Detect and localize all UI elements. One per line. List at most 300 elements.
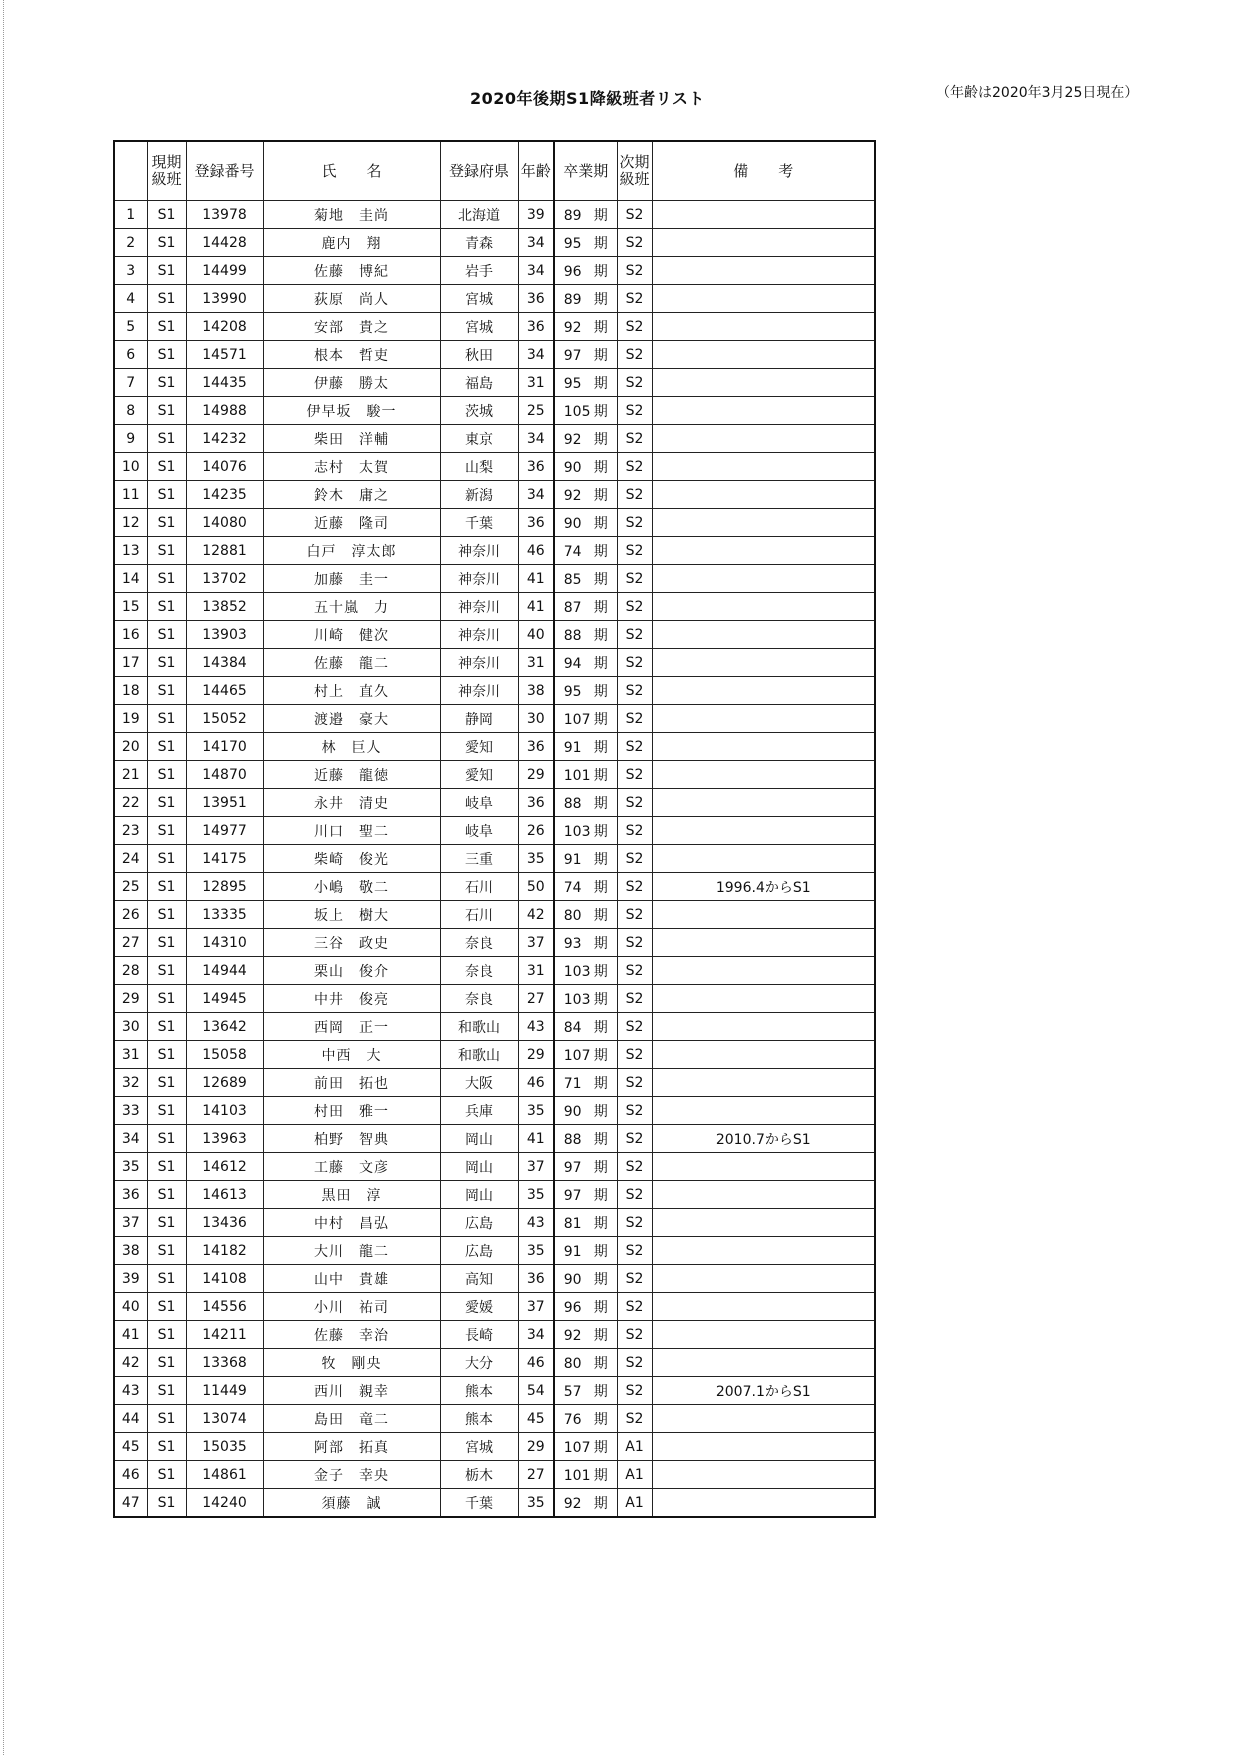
racer-name-cell: 白戸 淳太郎 — [263, 537, 440, 565]
graduation-term-unit: 期 — [593, 1467, 608, 1484]
current-class-cell: S1 — [147, 201, 186, 229]
racer-name-cell: 坂上 樹大 — [263, 901, 440, 929]
prefecture-cell: 広島 — [440, 1209, 518, 1237]
next-class-cell: S2 — [617, 649, 652, 677]
age-cell: 54 — [518, 1377, 554, 1405]
next-class-cell: S2 — [617, 929, 652, 957]
graduation-term-number: 94 — [563, 655, 582, 672]
prefecture-cell: 神奈川 — [440, 677, 518, 705]
graduation-term-cell — [554, 565, 617, 593]
remarks-cell — [652, 621, 875, 649]
current-class-cell: S1 — [147, 1125, 186, 1153]
graduation-term-cell — [554, 901, 617, 929]
row-number-cell: 36 — [114, 1181, 147, 1209]
graduation-term-unit: 期 — [593, 655, 608, 672]
prefecture-cell: 東京 — [440, 425, 518, 453]
registration-number-cell: 14612 — [186, 1153, 263, 1181]
registration-number-cell: 13951 — [186, 789, 263, 817]
graduation-term-cell — [554, 1041, 617, 1069]
row-number-cell: 32 — [114, 1069, 147, 1097]
graduation-term-unit: 期 — [593, 627, 608, 644]
racer-name-cell: 金子 幸央 — [263, 1461, 440, 1489]
remarks-cell — [652, 1097, 875, 1125]
current-class-cell: S1 — [147, 229, 186, 257]
table-row — [114, 845, 875, 873]
prefecture-cell: 神奈川 — [440, 649, 518, 677]
table-row — [114, 1489, 875, 1518]
graduation-term-cell — [554, 957, 617, 985]
graduation-term-unit: 期 — [593, 823, 608, 840]
remarks-cell — [652, 1265, 875, 1293]
row-number-cell: 43 — [114, 1377, 147, 1405]
prefecture-cell: 岩手 — [440, 257, 518, 285]
graduation-term-cell — [554, 537, 617, 565]
registration-number-cell: 14499 — [186, 257, 263, 285]
graduation-term-number: 97 — [563, 1187, 582, 1204]
row-number-cell: 40 — [114, 1293, 147, 1321]
current-class-cell: S1 — [147, 1293, 186, 1321]
current-class-cell: S1 — [147, 313, 186, 341]
remarks-cell: 2007.1からS1 — [652, 1377, 875, 1405]
current-class-cell: S1 — [147, 1377, 186, 1405]
remarks-cell — [652, 1041, 875, 1069]
racer-name-cell: 鈴木 庸之 — [263, 481, 440, 509]
graduation-term-cell — [554, 1237, 617, 1265]
registration-number-cell: 13963 — [186, 1125, 263, 1153]
racer-name-cell: 渡邉 豪大 — [263, 705, 440, 733]
graduation-term-cell — [554, 929, 617, 957]
graduation-term-number: 80 — [563, 907, 582, 924]
prefecture-cell: 奈良 — [440, 957, 518, 985]
graduation-term-number: 84 — [563, 1019, 582, 1036]
next-class-cell: S2 — [617, 453, 652, 481]
racer-name-cell: 小嶋 敬二 — [263, 873, 440, 901]
prefecture-cell: 宮城 — [440, 313, 518, 341]
header-name: 氏 名 — [263, 141, 440, 201]
next-class-cell: S2 — [617, 1041, 652, 1069]
next-class-cell: S2 — [617, 1125, 652, 1153]
prefecture-cell: 岐阜 — [440, 817, 518, 845]
next-class-cell: S2 — [617, 621, 652, 649]
table-row — [114, 257, 875, 285]
graduation-term-cell — [554, 229, 617, 257]
racer-name-cell: 佐藤 博紀 — [263, 257, 440, 285]
graduation-term-number: 87 — [563, 599, 582, 616]
registration-number-cell: 14240 — [186, 1489, 263, 1518]
registration-number-cell: 14944 — [186, 957, 263, 985]
next-class-cell: S2 — [617, 1069, 652, 1097]
prefecture-cell: 宮城 — [440, 285, 518, 313]
registration-number-cell: 13978 — [186, 201, 263, 229]
racer-name-cell: 林 巨人 — [263, 733, 440, 761]
prefecture-cell: 奈良 — [440, 929, 518, 957]
prefecture-cell: 広島 — [440, 1237, 518, 1265]
graduation-term-cell — [554, 1153, 617, 1181]
graduation-term-number: 92 — [563, 1327, 582, 1344]
row-number-cell: 25 — [114, 873, 147, 901]
graduation-term-cell — [554, 1293, 617, 1321]
current-class-cell: S1 — [147, 425, 186, 453]
prefecture-cell: 静岡 — [440, 705, 518, 733]
prefecture-cell: 奈良 — [440, 985, 518, 1013]
remarks-cell — [652, 565, 875, 593]
prefecture-cell: 高知 — [440, 1265, 518, 1293]
registration-number-cell: 14208 — [186, 313, 263, 341]
remarks-cell — [652, 1069, 875, 1097]
graduation-term-cell — [554, 1097, 617, 1125]
registration-number-cell: 14613 — [186, 1181, 263, 1209]
racer-name-cell: 村田 雅一 — [263, 1097, 440, 1125]
remarks-cell — [652, 509, 875, 537]
registration-number-cell: 14310 — [186, 929, 263, 957]
graduation-term-number: 90 — [563, 1103, 582, 1120]
graduation-term-number: 97 — [563, 1159, 582, 1176]
table-row — [114, 1125, 875, 1153]
current-class-cell: S1 — [147, 1405, 186, 1433]
registration-number-cell: 15035 — [186, 1433, 263, 1461]
racer-name-cell: 鹿内 翔 — [263, 229, 440, 257]
current-class-cell: S1 — [147, 789, 186, 817]
graduation-term-unit: 期 — [593, 879, 608, 896]
registration-number-cell: 13335 — [186, 901, 263, 929]
graduation-term-cell — [554, 509, 617, 537]
prefecture-cell: 福島 — [440, 369, 518, 397]
graduation-term-unit: 期 — [593, 1439, 608, 1456]
next-class-cell: S2 — [617, 817, 652, 845]
graduation-term-unit: 期 — [593, 1299, 608, 1316]
header-current-class-line2: 級班 — [151, 170, 182, 188]
age-cell: 46 — [518, 1069, 554, 1097]
row-number-cell: 9 — [114, 425, 147, 453]
graduation-term-cell — [554, 621, 617, 649]
table-row — [114, 929, 875, 957]
graduation-term-unit: 期 — [593, 347, 608, 364]
graduation-term-number: 101 — [563, 767, 591, 784]
age-cell: 27 — [518, 985, 554, 1013]
next-class-cell: S2 — [617, 1181, 652, 1209]
current-class-cell: S1 — [147, 1321, 186, 1349]
registration-number-cell: 14235 — [186, 481, 263, 509]
registration-number-cell: 14182 — [186, 1237, 263, 1265]
racer-name-cell: 安部 貴之 — [263, 313, 440, 341]
prefecture-cell: 兵庫 — [440, 1097, 518, 1125]
graduation-term-unit: 期 — [593, 991, 608, 1008]
prefecture-cell: 長崎 — [440, 1321, 518, 1349]
graduation-term-number: 74 — [563, 879, 582, 896]
current-class-cell: S1 — [147, 1069, 186, 1097]
prefecture-cell: 秋田 — [440, 341, 518, 369]
graduation-term-number: 103 — [563, 963, 591, 980]
age-cell: 36 — [518, 789, 554, 817]
graduation-term-number: 107 — [563, 711, 591, 728]
table-row — [114, 621, 875, 649]
graduation-term-cell — [554, 705, 617, 733]
racer-name-cell: 黒田 淳 — [263, 1181, 440, 1209]
next-class-cell: S2 — [617, 593, 652, 621]
graduation-term-cell — [554, 985, 617, 1013]
age-cell: 43 — [518, 1209, 554, 1237]
graduation-term-unit: 期 — [593, 1187, 608, 1204]
racer-name-cell: 佐藤 幸治 — [263, 1321, 440, 1349]
age-cell: 31 — [518, 649, 554, 677]
remarks-cell — [652, 1489, 875, 1518]
row-number-cell: 44 — [114, 1405, 147, 1433]
current-class-cell: S1 — [147, 285, 186, 313]
graduation-term-number: 91 — [563, 739, 582, 756]
graduation-term-cell — [554, 1069, 617, 1097]
graduation-term-unit: 期 — [593, 1243, 608, 1260]
age-cell: 38 — [518, 677, 554, 705]
current-class-cell: S1 — [147, 1181, 186, 1209]
next-class-cell: S2 — [617, 677, 652, 705]
racer-name-cell: 中村 昌弘 — [263, 1209, 440, 1237]
registration-number-cell: 14556 — [186, 1293, 263, 1321]
current-class-cell: S1 — [147, 845, 186, 873]
next-class-cell: S2 — [617, 397, 652, 425]
prefecture-cell: 北海道 — [440, 201, 518, 229]
graduation-term-cell — [554, 453, 617, 481]
prefecture-cell: 大阪 — [440, 1069, 518, 1097]
table-row — [114, 1265, 875, 1293]
registration-number-cell: 12881 — [186, 537, 263, 565]
age-cell: 36 — [518, 285, 554, 313]
graduation-term-cell — [554, 1125, 617, 1153]
racer-name-cell: 川口 聖二 — [263, 817, 440, 845]
table-row — [114, 229, 875, 257]
racer-name-cell: 村上 直久 — [263, 677, 440, 705]
graduation-term-unit: 期 — [593, 515, 608, 532]
current-class-cell: S1 — [147, 397, 186, 425]
prefecture-cell: 岡山 — [440, 1181, 518, 1209]
current-class-cell: S1 — [147, 957, 186, 985]
graduation-term-cell — [554, 341, 617, 369]
age-cell: 35 — [518, 1097, 554, 1125]
graduation-term-number: 92 — [563, 487, 582, 504]
row-number-cell: 37 — [114, 1209, 147, 1237]
table-row — [114, 481, 875, 509]
remarks-cell — [652, 593, 875, 621]
racer-name-cell: 根本 哲吏 — [263, 341, 440, 369]
next-class-cell: S2 — [617, 845, 652, 873]
remarks-cell — [652, 1153, 875, 1181]
relegation-roster-table — [113, 140, 876, 1518]
header-graduation-term: 卒業期 — [554, 141, 617, 201]
remarks-cell — [652, 1209, 875, 1237]
remarks-cell — [652, 397, 875, 425]
graduation-term-unit: 期 — [593, 1327, 608, 1344]
table-row — [114, 705, 875, 733]
header-next-class — [617, 141, 652, 201]
row-number-cell: 47 — [114, 1489, 147, 1518]
remarks-cell — [652, 901, 875, 929]
prefecture-cell: 新潟 — [440, 481, 518, 509]
prefecture-cell: 神奈川 — [440, 621, 518, 649]
graduation-term-unit: 期 — [593, 207, 608, 224]
prefecture-cell: 神奈川 — [440, 565, 518, 593]
prefecture-cell: 和歌山 — [440, 1041, 518, 1069]
graduation-term-number: 88 — [563, 795, 582, 812]
table-row — [114, 341, 875, 369]
racer-name-cell: 伊早坂 駿一 — [263, 397, 440, 425]
graduation-term-number: 81 — [563, 1215, 582, 1232]
age-cell: 27 — [518, 1461, 554, 1489]
registration-number-cell: 14977 — [186, 817, 263, 845]
graduation-term-cell — [554, 593, 617, 621]
table-row — [114, 537, 875, 565]
graduation-term-cell — [554, 369, 617, 397]
racer-name-cell: 西岡 正一 — [263, 1013, 440, 1041]
graduation-term-unit: 期 — [593, 1019, 608, 1036]
registration-number-cell: 13852 — [186, 593, 263, 621]
table-row — [114, 957, 875, 985]
graduation-term-number: 95 — [563, 683, 582, 700]
remarks-cell — [652, 705, 875, 733]
age-cell: 29 — [518, 761, 554, 789]
graduation-term-unit: 期 — [593, 571, 608, 588]
table-row — [114, 1181, 875, 1209]
next-class-cell: S2 — [617, 1013, 652, 1041]
table-row — [114, 789, 875, 817]
current-class-cell: S1 — [147, 929, 186, 957]
current-class-cell: S1 — [147, 369, 186, 397]
age-cell: 36 — [518, 733, 554, 761]
row-number-cell: 39 — [114, 1265, 147, 1293]
racer-name-cell: 大川 龍二 — [263, 1237, 440, 1265]
racer-name-cell: 山中 貴雄 — [263, 1265, 440, 1293]
graduation-term-unit: 期 — [593, 375, 608, 392]
next-class-cell: S2 — [617, 873, 652, 901]
next-class-cell: S2 — [617, 705, 652, 733]
registration-number-cell: 12895 — [186, 873, 263, 901]
table-row — [114, 1209, 875, 1237]
remarks-cell — [652, 1405, 875, 1433]
registration-number-cell: 14076 — [186, 453, 263, 481]
current-class-cell: S1 — [147, 481, 186, 509]
graduation-term-cell — [554, 313, 617, 341]
age-cell: 34 — [518, 229, 554, 257]
row-number-cell: 42 — [114, 1349, 147, 1377]
prefecture-cell: 愛知 — [440, 733, 518, 761]
prefecture-cell: 熊本 — [440, 1377, 518, 1405]
graduation-term-number: 93 — [563, 935, 582, 952]
remarks-cell — [652, 425, 875, 453]
next-class-cell: S2 — [617, 1209, 652, 1237]
racer-name-cell: 菊地 圭尚 — [263, 201, 440, 229]
current-class-cell: S1 — [147, 1461, 186, 1489]
table-row — [114, 873, 875, 901]
next-class-cell: S2 — [617, 761, 652, 789]
next-class-cell: S2 — [617, 789, 652, 817]
age-cell: 35 — [518, 1237, 554, 1265]
graduation-term-number: 90 — [563, 1271, 582, 1288]
racer-name-cell: 中西 大 — [263, 1041, 440, 1069]
next-class-cell: S2 — [617, 1097, 652, 1125]
graduation-term-unit: 期 — [593, 291, 608, 308]
registration-number-cell: 14211 — [186, 1321, 263, 1349]
graduation-term-number: 105 — [563, 403, 591, 420]
graduation-term-unit: 期 — [593, 767, 608, 784]
graduation-term-unit: 期 — [593, 1159, 608, 1176]
table-row — [114, 425, 875, 453]
row-number-cell: 19 — [114, 705, 147, 733]
next-class-cell: S2 — [617, 313, 652, 341]
current-class-cell: S1 — [147, 565, 186, 593]
table-row — [114, 1013, 875, 1041]
registration-number-cell: 14232 — [186, 425, 263, 453]
remarks-cell: 1996.4からS1 — [652, 873, 875, 901]
next-class-cell: S2 — [617, 1237, 652, 1265]
age-cell: 25 — [518, 397, 554, 425]
registration-number-cell: 14988 — [186, 397, 263, 425]
registration-number-cell: 14108 — [186, 1265, 263, 1293]
prefecture-cell: 和歌山 — [440, 1013, 518, 1041]
graduation-term-cell — [554, 1377, 617, 1405]
remarks-cell — [652, 1237, 875, 1265]
next-class-cell: S2 — [617, 1377, 652, 1405]
age-cell: 41 — [518, 565, 554, 593]
graduation-term-unit: 期 — [593, 459, 608, 476]
header-current-class — [147, 141, 186, 201]
graduation-term-cell — [554, 1181, 617, 1209]
table-row — [114, 369, 875, 397]
graduation-term-number: 85 — [563, 571, 582, 588]
graduation-term-cell — [554, 873, 617, 901]
age-cell: 31 — [518, 957, 554, 985]
prefecture-cell: 愛媛 — [440, 1293, 518, 1321]
graduation-term-unit: 期 — [593, 851, 608, 868]
table-row — [114, 1237, 875, 1265]
graduation-term-number: 71 — [563, 1075, 582, 1092]
row-number-cell: 28 — [114, 957, 147, 985]
remarks-cell — [652, 845, 875, 873]
remarks-cell — [652, 1013, 875, 1041]
graduation-term-cell — [554, 1349, 617, 1377]
graduation-term-cell — [554, 649, 617, 677]
table-row — [114, 761, 875, 789]
graduation-term-cell — [554, 1265, 617, 1293]
registration-number-cell: 14435 — [186, 369, 263, 397]
table-row — [114, 733, 875, 761]
remarks-cell — [652, 985, 875, 1013]
prefecture-cell: 栃木 — [440, 1461, 518, 1489]
remarks-cell — [652, 481, 875, 509]
graduation-term-unit: 期 — [593, 543, 608, 560]
remarks-cell — [652, 201, 875, 229]
remarks-cell: 2010.7からS1 — [652, 1125, 875, 1153]
row-number-cell: 46 — [114, 1461, 147, 1489]
registration-number-cell: 14861 — [186, 1461, 263, 1489]
next-class-cell: S2 — [617, 341, 652, 369]
age-cell: 34 — [518, 1321, 554, 1349]
table-row — [114, 1461, 875, 1489]
graduation-term-number: 95 — [563, 235, 582, 252]
racer-name-cell: 須藤 誠 — [263, 1489, 440, 1518]
graduation-term-unit: 期 — [593, 487, 608, 504]
age-cell: 40 — [518, 621, 554, 649]
graduation-term-number: 92 — [563, 431, 582, 448]
age-cell: 29 — [518, 1433, 554, 1461]
prefecture-cell: 石川 — [440, 901, 518, 929]
table-body — [114, 201, 875, 1518]
racer-name-cell: 近藤 龍徳 — [263, 761, 440, 789]
prefecture-cell: 宮城 — [440, 1433, 518, 1461]
graduation-term-number: 96 — [563, 1299, 582, 1316]
prefecture-cell: 山梨 — [440, 453, 518, 481]
registration-number-cell: 13702 — [186, 565, 263, 593]
next-class-cell: S2 — [617, 1321, 652, 1349]
graduation-term-unit: 期 — [593, 935, 608, 952]
racer-name-cell: 近藤 隆司 — [263, 509, 440, 537]
